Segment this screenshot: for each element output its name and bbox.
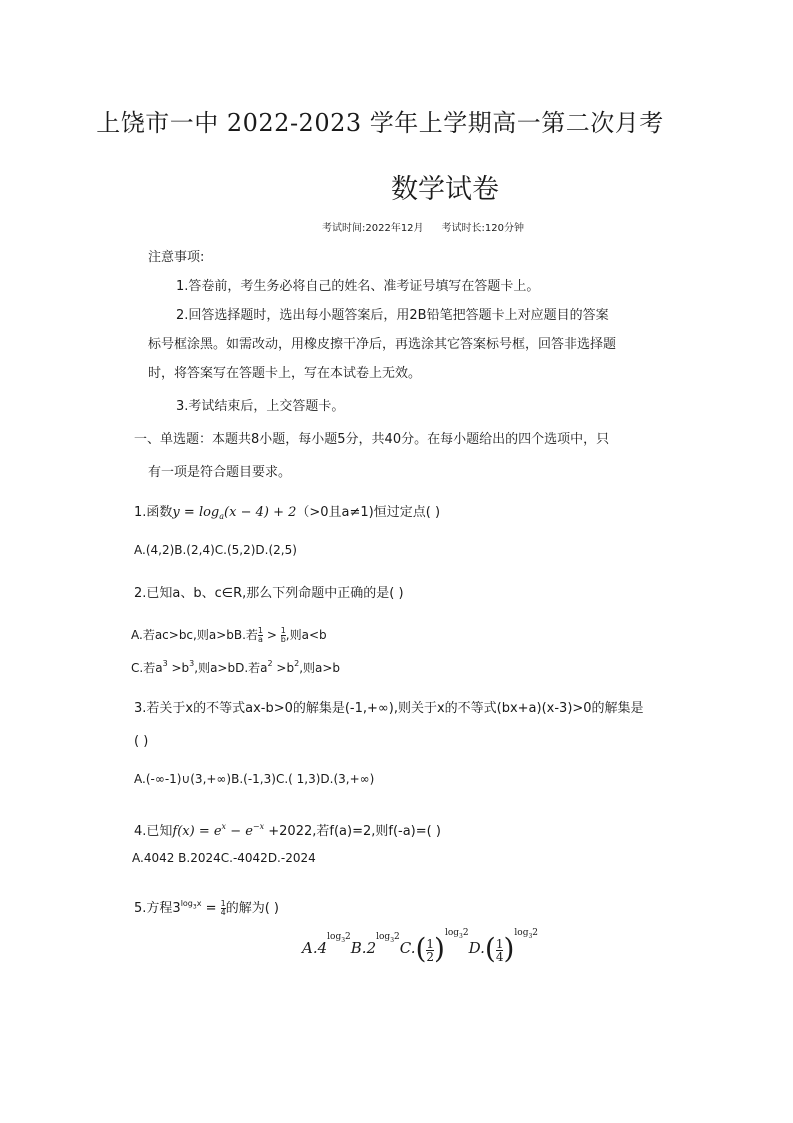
notice-item-2-line-2: 标号框涂黑。如需改动，用橡皮擦干净后，再选涂其它答案标号框，回答非选择题 [148,337,617,352]
q5-suffix: 的解为( ) [225,901,279,916]
q2-frac1-num: 1 [257,626,264,635]
q5-exp [180,899,202,911]
question-3-stem: 3.若关于x的不等式ax-b>0的解集是(-1,+∞),则关于x的不等式(bx+a)(x-3)>0的解集是 [134,701,644,716]
q5-a-arg: 2 [345,932,351,942]
q4-fx: f(x) = e [172,824,222,839]
q5-c-den: 2 [426,950,435,964]
q1-prefix: 1.函数 [134,505,173,520]
q4-suffix: 若f(a)=2,则f(-a)=( ) [316,824,441,839]
exam-subtitle: 数学试卷 [391,174,499,205]
q2-opt-c-a: C.若a [131,661,163,675]
q5-option-b: B.2 [350,939,377,957]
q4-exp-negx: −x [252,822,265,831]
q2-exp-3b: 3 [189,659,195,668]
q5-option-d-quarter: ( $\frac{1}{4}$ ) [484,932,515,965]
q5-d-log: log [514,928,529,938]
q5-d-num: 1 [495,937,504,951]
question-5-stem [134,897,279,917]
notice-heading: 注意事项: [148,250,205,265]
q2-exp-3a: 3 [162,659,168,668]
q5-option-b-exp [376,932,400,942]
exam-time: 考试时间:2022年12月 [322,223,424,234]
q1-formula-arg: (x − 4) + 2 [224,505,297,520]
q5-b-arg: 2 [394,932,400,942]
exam-duration: 考试时长:120分钟 [441,223,525,234]
q5-option-c-exp [445,928,469,938]
q2-opt-d-b: ,则a>b [299,661,341,675]
q4-exp-x: x [221,822,227,831]
notice-item-1: 1.答卷前，考生务必将自己的姓名、准考证号填写在答题卡上。 [176,279,540,294]
question-2-stem: 2.已知a、b、c∈R,那么下列命题中正确的是( ) [134,586,404,601]
notice-item-2-line-3: 时，将答案写在答题卡上，写在本试卷上无效。 [148,366,422,381]
q5-c-frac [426,938,434,963]
q5-b-log: log [376,932,391,942]
q5-c-base: 3 [459,932,463,940]
q2-opt-d-a: >b [272,661,295,675]
exam-title: 上饶市一中 2022-2023 学年上学期高一第二次月考 [96,109,664,137]
q5-b-base: 3 [390,936,395,944]
question-2-options-line-2 [131,659,340,676]
question-1-stem [134,501,440,521]
question-5-options [302,928,538,963]
q5-d-den: 4 [495,950,504,964]
q4-minus-e: − e [226,824,253,839]
q5-a-log: log [327,932,342,942]
section-1-heading-line-2: 有一项是符合题目要求。 [148,465,292,480]
question-4-stem [134,820,441,839]
q5-c-num: 1 [426,937,435,951]
q4-prefix: 4.已知 [134,824,173,839]
q2-frac1-den: a [258,635,263,644]
q5-exp-var: x [196,899,202,908]
question-3-paren: ( ) [134,734,149,749]
q5-option-d: D. [468,939,485,957]
q1-formula-log: log [198,505,220,520]
q5-frac-num: 1 [220,899,226,908]
q2-gt: > [263,628,281,642]
q5-eq: = [201,901,221,916]
q5-option-a-exp [327,932,351,942]
question-1-options: A.(4,2)B.(2,4)C.(5,2)D.(2,5) [134,543,297,557]
q5-d-base: 3 [528,932,533,940]
q2-frac2-num: 1 [280,626,286,635]
q5-option-a: A.4 [302,939,328,957]
q5-frac-den: 4 [220,908,226,917]
q1-formula-base: a [219,512,225,521]
q4-plus: +2022, [264,824,317,839]
q5-d-arg: 2 [532,928,539,938]
q5-prefix: 5.方程3 [134,901,181,916]
q1-formula-eq: = [179,505,199,520]
q5-exp-base: 3 [192,903,197,911]
q2-opt-a: A.若ac>bc,则a>bB.若 [131,628,258,642]
q2-opt-c-c: ,则a>bD.若a [194,661,268,675]
question-3-options: A.(-∞-1)∪(3,+∞)B.(-1,3)C.( 1,3)D.(3,+∞) [134,772,375,786]
q2-exp-2a: 2 [267,659,273,668]
q2-frac2-den: b [280,635,286,644]
notice-item-2-line-1: 2.回答选择题时，选出每小题答案后，用2B铅笔把答题卡上对应题目的答案 [176,308,609,323]
q5-c-log: log [444,928,460,938]
exam-meta [322,219,524,234]
q2-exp-2b: 2 [294,659,300,668]
question-4-options: A.4042 B.2024C.-4042D.-2024 [132,851,316,865]
q5-exp-log: log [180,899,193,908]
q5-c-arg: 2 [462,928,469,938]
q2-opt-c-b: >b [167,661,190,675]
q1-formula-y: y [172,505,180,520]
q5-option-c: C. [399,939,416,957]
q5-option-c-half: ( $\frac{1}{2}$ ) [415,932,445,965]
q1-suffix: （>0且a≠1)恒过定点( ) [296,505,441,520]
q5-option-d-exp [514,928,538,938]
q5-d-frac [496,938,504,963]
section-1-heading-line-1: 一、单选题：本题共8小题，每小题5分，共40分。在每小题给出的四个选项中，只 [134,432,610,447]
notice-item-3: 3.考试结束后，上交答题卡。 [176,399,345,414]
q2-opt-b: ,则a<b [285,628,327,642]
q5-a-base: 3 [341,936,346,944]
question-2-options-line-1 [131,626,327,644]
